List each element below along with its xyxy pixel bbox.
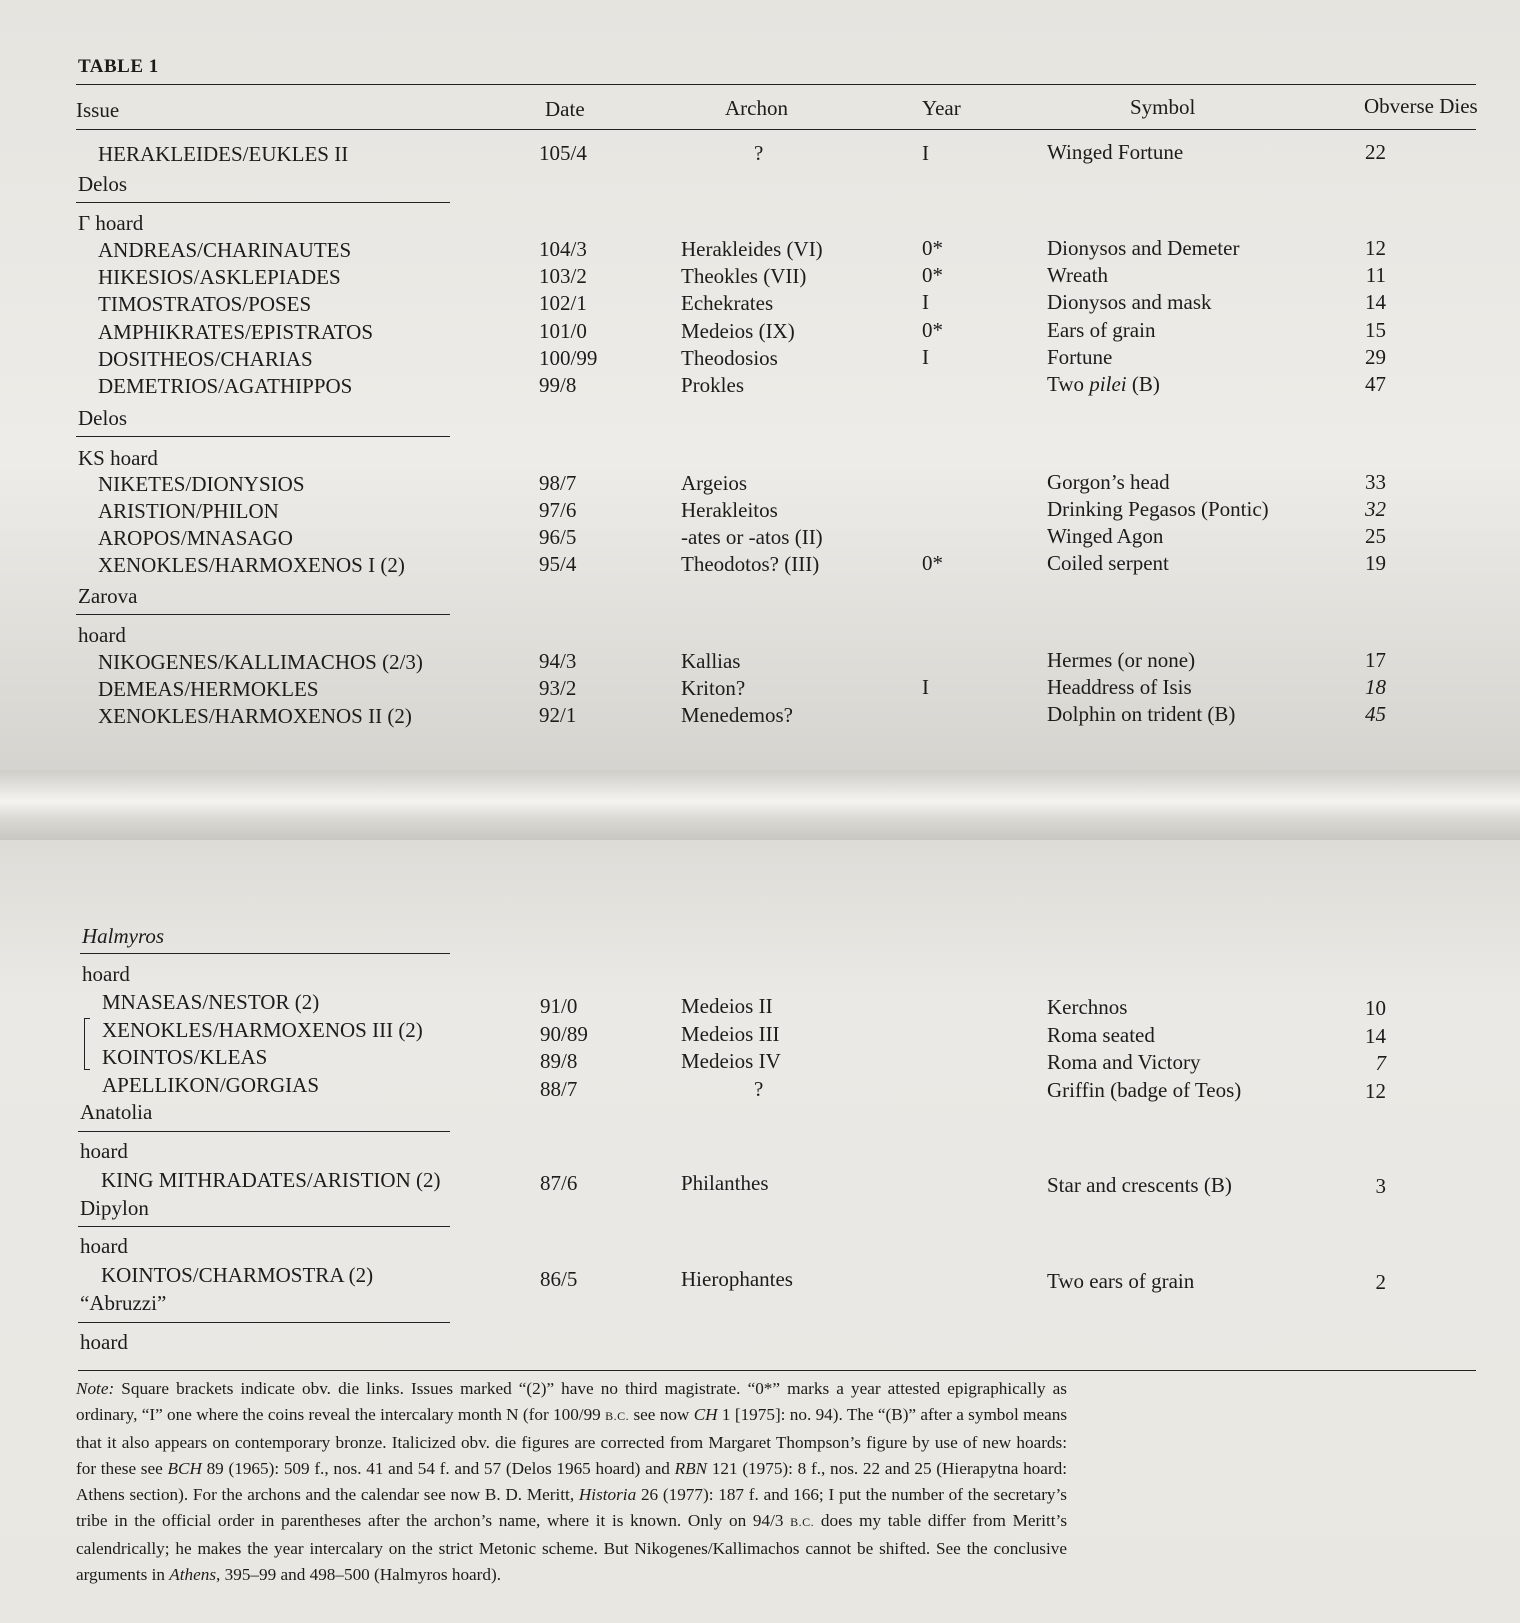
archon-cell: Philanthes [681, 1171, 769, 1195]
symbol-cell [1047, 372, 1160, 396]
archon-cell: Hierophantes [681, 1267, 793, 1291]
date-cell: 98/7 [539, 471, 577, 495]
dies-cell-corrected: 18 [1365, 675, 1386, 699]
symbol-cell: Star and crescents (B) [1047, 1173, 1232, 1197]
note-label: Note: [76, 1379, 115, 1398]
date-cell: 105/4 [539, 141, 587, 165]
note-citation: BCH [167, 1458, 202, 1478]
dies-cell: 14 [1365, 290, 1386, 314]
issue-cell: KING MITHRADATES/ARISTION (2) [101, 1168, 441, 1192]
symbol-cell: Fortune [1047, 345, 1113, 369]
hoard-label: hoard [80, 1139, 128, 1163]
year-cell: I [922, 141, 929, 165]
hoard-label: KS hoard [78, 446, 158, 470]
archon-cell: Theodotos? (III) [681, 552, 820, 576]
symbol-cell: Winged Agon [1047, 524, 1164, 548]
date-cell: 95/4 [539, 552, 577, 576]
issue-cell: HIKESIOS/ASKLEPIADES [98, 265, 341, 289]
hoard-rule [76, 202, 450, 203]
archon-cell: Kallias [681, 649, 741, 673]
hoard-label: Halmyros [82, 924, 165, 948]
symbol-cell: Wreath [1047, 263, 1108, 287]
dies-cell: 15 [1365, 318, 1386, 342]
year-cell: 0* [922, 263, 943, 287]
hoard-label: Zarova [78, 584, 138, 608]
hoard-rule [80, 953, 450, 954]
archon-cell: Herakleitos [681, 498, 778, 522]
year-cell: 0* [922, 551, 943, 575]
issue-cell: XENOKLES/HARMOXENOS I (2) [98, 553, 405, 577]
archon-cell: Theokles (VII) [681, 264, 807, 288]
header-top-rule [76, 84, 1476, 85]
dies-cell: 47 [1365, 372, 1386, 396]
symbol-cell: Griffin (badge of Teos) [1047, 1078, 1242, 1102]
dies-cell-corrected: 7 [1375, 1051, 1386, 1075]
note-era: B.C. [790, 1515, 815, 1530]
note-text: see now [629, 1405, 694, 1425]
note-citation: CH [693, 1405, 718, 1425]
issue-cell: DOSITHEOS/CHARIAS [98, 347, 313, 371]
dies-cell: 3 [1375, 1174, 1386, 1198]
header-symbol: Symbol [1130, 95, 1196, 119]
note-citation: Athens [169, 1565, 217, 1585]
date-cell: 96/5 [539, 525, 577, 549]
issue-cell: DEMETRIOS/AGATHIPPOS [98, 374, 353, 398]
issue-cell: ARISTION/PHILON [98, 499, 279, 523]
issue-cell: XENOKLES/HARMOXENOS II (2) [98, 704, 412, 728]
date-cell: 101/0 [539, 319, 587, 343]
symbol-cell: Drinking Pegasos (Pontic) [1047, 497, 1269, 521]
issue-cell: APELLIKON/GORGIAS [102, 1073, 319, 1097]
date-cell: 88/7 [540, 1077, 578, 1101]
note-text: , 395–99 and 498–500 (Halmyros hoard). [216, 1565, 502, 1585]
dies-cell: 12 [1365, 236, 1386, 260]
archon-cell: Echekrates [681, 291, 774, 315]
dies-cell-corrected: 32 [1365, 497, 1386, 521]
note-text: 1 [1975]: no. 94). The “(B)” after a symbol means that it also appears on contemporary bronze. Italicized obv. die figures are corrected from Margaret Thompson’s figure by use of new hoards: for these see [76, 1405, 1068, 1478]
dies-cell: 10 [1365, 996, 1386, 1020]
header-year: Year [922, 96, 961, 120]
symbol-cell: Dionysos and mask [1047, 290, 1212, 314]
archon-cell: ? [754, 1077, 764, 1101]
table-note [76, 1376, 1067, 1588]
archon-cell: Medeios II [681, 994, 773, 1018]
symbol-cell: Gorgon’s head [1047, 470, 1170, 494]
hoard-rule [78, 1322, 450, 1323]
archon-cell: Menedemos? [681, 703, 793, 727]
note-text: 121 (1975): 8 f., nos. 22 and 25 (Hierapytna hoard: Athens section). For the archons and the calendar see now B. D. Meritt, [76, 1458, 1067, 1505]
dies-cell: 22 [1365, 140, 1386, 164]
dies-cell: 14 [1365, 1024, 1386, 1048]
note-text: 89 (1965): 509 f., nos. 41 and 54 f. and 57 (Delos 1965 hoard) and [201, 1458, 675, 1478]
table-caption: TABLE 1 [78, 56, 159, 77]
date-cell: 102/1 [539, 291, 587, 315]
symbol-cell: Winged Fortune [1047, 140, 1184, 164]
issue-cell: XENOKLES/HARMOXENOS III (2) [102, 1018, 423, 1042]
symbol-cell: Roma and Victory [1047, 1050, 1201, 1074]
hoard-label: hoard [80, 1330, 128, 1354]
hoard-label: hoard [80, 1234, 128, 1258]
date-cell: 87/6 [540, 1171, 578, 1195]
date-cell: 100/99 [539, 346, 598, 370]
hoard-label: hoard [82, 962, 130, 986]
note-era: B.C. [605, 1409, 630, 1424]
year-cell: I [922, 675, 929, 699]
archon-cell: ? [754, 141, 764, 165]
archon-cell: Medeios (IX) [681, 319, 795, 343]
note-text: does my table differ from Meritt’s calendrically; he makes the year intercalary on the strict Metonic scheme. But Nikogenes/Kallimachos cannot be shifted. See the conclusive arguments in [76, 1511, 1068, 1585]
hoard-rule [78, 1226, 450, 1227]
issue-cell: HERAKLEIDES/EUKLES II [98, 142, 349, 166]
date-cell: 93/2 [539, 676, 577, 700]
note-citation: RBN [674, 1458, 708, 1478]
year-cell: I [922, 345, 929, 369]
year-cell: 0* [922, 236, 943, 260]
issue-cell: ANDREAS/CHARINAUTES [98, 238, 352, 262]
archon-cell: Herakleides (VI) [681, 237, 823, 261]
symbol-text: (B) [1126, 372, 1160, 396]
symbol-cell: Hermes (or none) [1047, 648, 1196, 672]
year-cell: I [922, 290, 929, 314]
issue-cell: NIKETES/DIONYSIOS [98, 472, 305, 496]
hoard-rule [76, 436, 450, 437]
symbol-cell: Roma seated [1047, 1023, 1155, 1047]
issue-cell: AROPOS/MNASAGO [98, 526, 293, 550]
hoard-label: Dipylon [80, 1196, 149, 1220]
date-cell: 99/8 [539, 373, 577, 397]
hoard-label: Anatolia [80, 1100, 153, 1124]
date-cell: 90/89 [540, 1022, 588, 1046]
date-cell: 89/8 [540, 1049, 578, 1073]
issue-cell: TIMOSTRATOS/POSES [98, 292, 312, 316]
symbol-text: Two [1047, 372, 1090, 396]
symbol-cell: Dionysos and Demeter [1047, 236, 1240, 260]
archon-cell: -ates or -atos (II) [681, 525, 823, 549]
issue-cell: DEMEAS/HERMOKLES [98, 677, 319, 701]
date-cell: 104/3 [539, 237, 587, 261]
symbol-cell: Kerchnos [1047, 995, 1128, 1019]
issue-cell: NIKOGENES/KALLIMACHOS (2/3) [98, 650, 423, 674]
dies-cell: 12 [1365, 1079, 1386, 1103]
archon-cell: Prokles [681, 373, 744, 397]
archon-cell: Medeios IV [681, 1049, 781, 1073]
dies-cell: 11 [1365, 263, 1386, 287]
symbol-cell: Dolphin on trident (B) [1047, 702, 1236, 726]
archon-cell: Argeios [681, 471, 748, 495]
dies-cell: 2 [1375, 1270, 1386, 1294]
symbol-italic-text: pilei [1089, 372, 1127, 396]
dies-cell: 25 [1365, 524, 1386, 548]
die-link-bracket [84, 1018, 90, 1070]
date-cell: 91/0 [540, 994, 578, 1018]
header-issue: Issue [76, 98, 120, 122]
hoard-rule [76, 614, 450, 615]
hoard-label: “Abruzzi” [80, 1291, 167, 1315]
hoard-label: Delos [78, 172, 127, 196]
dies-cell: 19 [1365, 551, 1386, 575]
note-citation: Historia [578, 1485, 637, 1505]
year-cell: 0* [922, 318, 943, 342]
note-text: Square brackets indicate obv. die links. Issues marked “(2)” have no third magistrate. “0*” marks a year attested epigraphically as ordinary, “I” one where the coins reveal the intercalary month N (for 100/99 [76, 1379, 1067, 1425]
issue-cell: KOINTOS/KLEAS [102, 1045, 268, 1069]
issue-cell: MNASEAS/NESTOR (2) [102, 990, 320, 1014]
hoard-label: hoard [78, 623, 126, 647]
date-cell: 103/2 [539, 264, 587, 288]
symbol-cell: Two ears of grain [1047, 1269, 1195, 1293]
date-cell: 94/3 [539, 649, 577, 673]
page-gutter [0, 770, 1520, 840]
symbol-cell: Ears of grain [1047, 318, 1156, 342]
note-text: 26 (1977): 187 f. and 166; I put the number of the secretary’s tribe in the official order in parentheses after the archon’s name, where it is known. Only on 94/3 [76, 1485, 1067, 1531]
archon-cell: Medeios III [681, 1022, 780, 1046]
dies-cell: 33 [1365, 470, 1386, 494]
dies-cell: 29 [1365, 345, 1386, 369]
header-date: Date [545, 97, 585, 121]
issue-cell: AMPHIKRATES/EPISTRATOS [98, 320, 373, 344]
date-cell: 86/5 [540, 1267, 578, 1291]
header-obverse-dies: Obverse Dies [1364, 94, 1478, 118]
header-archon: Archon [725, 96, 788, 120]
archon-cell: Theodosios [681, 346, 778, 370]
hoard-rule [78, 1131, 450, 1132]
header-bottom-rule [76, 129, 1476, 130]
hoard-label: Γ hoard [78, 211, 144, 235]
date-cell: 97/6 [539, 498, 577, 522]
dies-cell-corrected: 45 [1365, 702, 1386, 726]
table-bottom-rule [78, 1370, 1476, 1371]
date-cell: 92/1 [539, 703, 577, 727]
symbol-cell: Headdress of Isis [1047, 675, 1192, 699]
dies-cell: 17 [1365, 648, 1386, 672]
issue-cell: KOINTOS/CHARMOSTRA (2) [101, 1263, 374, 1287]
archon-cell: Kriton? [681, 676, 746, 700]
hoard-label: Delos [78, 406, 127, 430]
symbol-cell: Coiled serpent [1047, 551, 1169, 575]
